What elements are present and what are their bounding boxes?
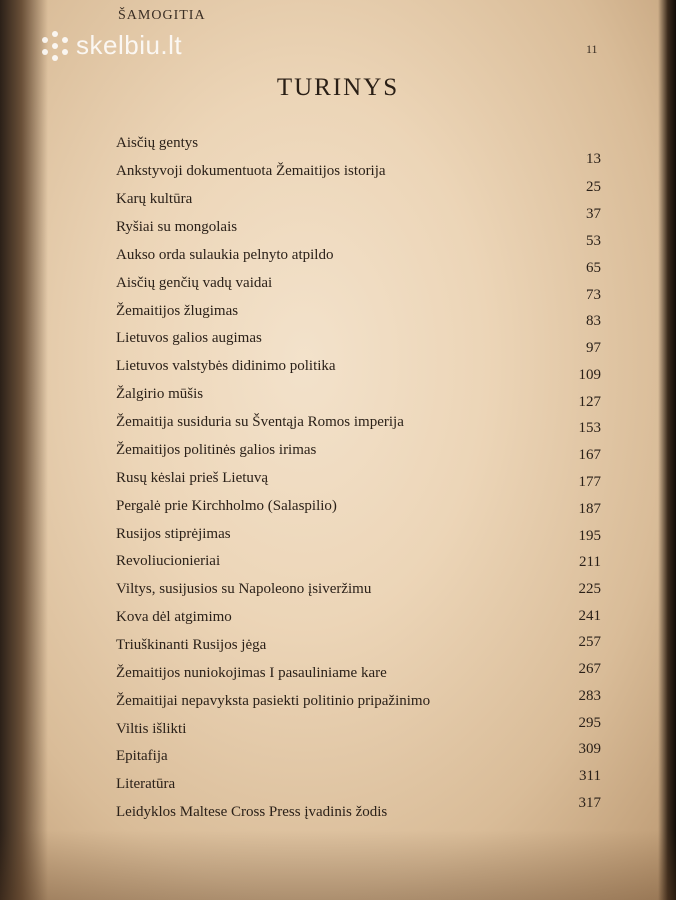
toc-entry-title: Leidyklos Maltese Cross Press įvadinis žodis (116, 804, 388, 820)
toc-entry-page: 167 (578, 447, 601, 463)
toc-entry-title: Lietuvos valstybės didinimo politika (116, 358, 336, 374)
toc-entry-title: Aisčių genčių vadų vaidai (116, 275, 273, 291)
toc-entry-title: Epitafija (116, 748, 168, 764)
toc-entry-title: Ankstyvoji dokumentuota Žemaitijos istorija (116, 163, 386, 179)
toc-entry-page: 211 (579, 554, 601, 570)
toc-entry-page: 177 (578, 474, 601, 490)
toc-entry-title: Žemaitijai nepavyksta pasiekti politinio pripažinimo (116, 693, 431, 709)
toc-entry-title: Rusijos stiprėjimas (116, 526, 231, 542)
toc-entry-title: Karų kultūra (116, 191, 193, 207)
toc-entry-page: 83 (586, 313, 601, 329)
toc-title: TURINYS (276, 74, 400, 101)
toc-entry-page: 153 (578, 420, 601, 436)
toc-entry-title: Revoliucionieriai (116, 553, 221, 569)
toc-entry-title: Žemaitijos politinės galios irimas (116, 442, 317, 458)
toc-entry-page: 311 (579, 768, 601, 784)
toc-entry-title: Kova dėl atgimimo (116, 609, 232, 625)
toc-entry-title: Lietuvos galios augimas (116, 330, 262, 346)
toc-entry-page: 309 (578, 741, 601, 757)
toc-entry-page: 65 (586, 260, 601, 276)
toc-entry-page: 109 (578, 367, 601, 383)
toc-entry-page: 127 (578, 394, 601, 410)
toc-entry-page: 73 (586, 287, 601, 303)
toc-entry-page: 225 (578, 581, 601, 597)
toc-entry-title: Aisčių gentys (116, 135, 199, 151)
toc-entry-page: 187 (578, 501, 601, 517)
toc-entry-title: Ryšiai su mongolais (116, 219, 238, 235)
toc-entry-page: 13 (586, 151, 601, 167)
toc-entry-page: 37 (586, 206, 601, 222)
running-head: ŠAMOGITIA (118, 8, 206, 23)
toc-entry-page: 267 (578, 661, 601, 677)
toc-entry-title: Žemaitijos nuniokojimas I pasauliniame kare (116, 665, 387, 681)
toc-entry-page: 195 (578, 528, 601, 544)
toc-entry-title: Žalgirio mūšis (116, 386, 204, 402)
toc-entry-title: Rusų kėslai prieš Lietuvą (116, 470, 269, 486)
toc-entry-title: Aukso orda sulaukia pelnyto atpildo (116, 247, 334, 263)
toc-entry-title: Pergalė prie Kirchholmo (Salaspilio) (116, 498, 337, 514)
page-number: 11 (586, 42, 598, 56)
toc-entry-title: Viltys, susijusios su Napoleono įsiveržimu (116, 581, 372, 597)
toc-entry-page: 25 (586, 179, 601, 195)
toc-entry-title: Žemaitijos žlugimas (116, 303, 239, 319)
toc-entry-page: 97 (586, 340, 601, 356)
toc-entry-title: Viltis išlikti (116, 721, 187, 737)
toc-entry-page: 295 (578, 715, 601, 731)
toc-entry-page: 53 (586, 233, 601, 249)
toc-entry-title: Triuškinanti Rusijos jėga (116, 637, 267, 653)
toc-entry-page: 317 (578, 795, 601, 811)
toc-entry-title: Literatūra (116, 776, 176, 792)
toc-entry-page: 241 (578, 608, 601, 624)
toc-entry-title: Žemaitija susiduria su Šventąja Romos imperija (116, 414, 404, 430)
toc-entry-page: 257 (578, 634, 601, 650)
toc-entry-page: 283 (578, 688, 601, 704)
watermark-text: skelbiu.lt (76, 30, 183, 60)
